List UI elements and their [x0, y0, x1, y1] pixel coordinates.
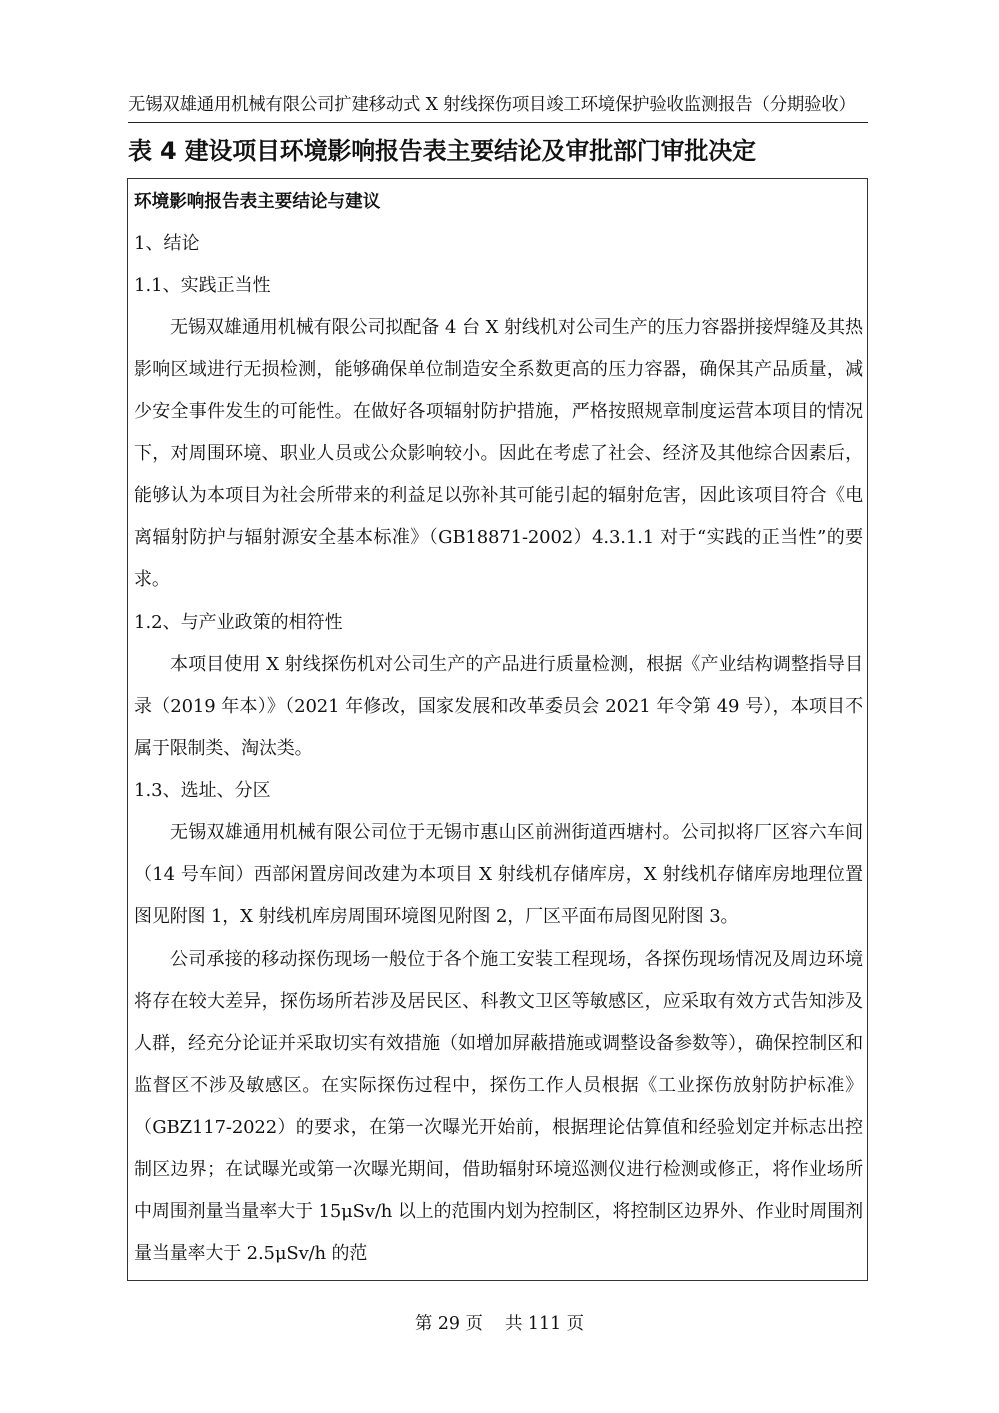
paragraph-practice-justification: 无锡双雄通用机械有限公司拟配备 4 台 X 射线机对公司生产的压力容器拼接焊缝及其热影响区域进行无损检测，能够确保单位制造安全系数更高的压力容器，确保其产品质量，减少安全事件发生的可能性。在做好各项辐射防护措施，严格按照规章制度运营本项目的情况下，对周围环境、职业人员或公众影响较小。因此在考虑了社会、经济及其他综合因素后，能够认为本项目为社会所带来的利益足以弥补其可能引起的辐射危害，因此该项目符合《电离辐射防护与辐射源安全基本标准》（GB18871-2002）4.3.1.1 对于“实践的正当性”的要求。 — [134, 317, 863, 590]
table-title: 表 4 建设项目环境影响报告表主要结论及审批部门审批决定 — [128, 137, 756, 165]
conclusion-table — [127, 178, 868, 1281]
subsection-heading-1-1: 1.1、实践正当性 — [134, 275, 271, 296]
header-rule — [128, 122, 868, 123]
running-header: 无锡双雄通用机械有限公司扩建移动式 X 射线探伤项目竣工环境保护验收监测报告（分期验收） — [128, 95, 856, 115]
table-cell-content — [134, 181, 863, 1275]
page-footer: 第 29 页 共 111 页 — [414, 1314, 585, 1334]
paragraph-industrial-policy: 本项目使用 X 射线探伤机对公司生产的产品进行质量检测，根据《产业结构调整指导目录（2019 年本）》（2021 年修改，国家发展和改革委员会 2021 年令第 49 号），本项目不属于限制类、淘汰类。 — [134, 654, 863, 759]
subsection-heading-1-2: 1.2、与产业政策的相符性 — [134, 612, 343, 633]
paragraph-zoning: 公司承接的移动探伤现场一般位于各个施工安装工程现场，各探伤现场情况及周边环境将存在较大差异，探伤场所若涉及居民区、科教文卫区等敏感区，应采取有效方式告知涉及人群，经充分论证并采取切实有效措施（如增加屏蔽措施或调整设备参数等），确保控制区和监督区不涉及敏感区。在实际探伤过程中，探伤工作人员根据《工业探伤放射防护标准》（GBZ117-2022）的要求，在第一次曝光开始前，根据理论估算值和经验划定并标志出控制区边界；在试曝光或第一次曝光期间，借助辐射环境巡测仪进行检测或修正，将作业场所中周围剂量当量率大于 15μSv/h 以上的范围内划为控制区，将控制区边界外、作业时周围剂量当量率大于 2.5μSv/h 的范 — [134, 949, 863, 1264]
subsection-heading-1-3: 1.3、选址、分区 — [134, 780, 271, 801]
paragraph-site-location: 无锡双雄通用机械有限公司位于无锡市惠山区前洲街道西塘村。公司拟将厂区容六车间（14 号车间）西部闲置房间改建为本项目 X 射线机存储库房，X 射线机存储库房地理位置图见附图 1，X 射线机库房周围环境图见附图 2，厂区平面布局图见附图 3。 — [134, 822, 863, 927]
section-heading: 环境影响报告表主要结论与建议 — [134, 192, 381, 212]
conclusion-heading: 1、结论 — [134, 233, 200, 254]
